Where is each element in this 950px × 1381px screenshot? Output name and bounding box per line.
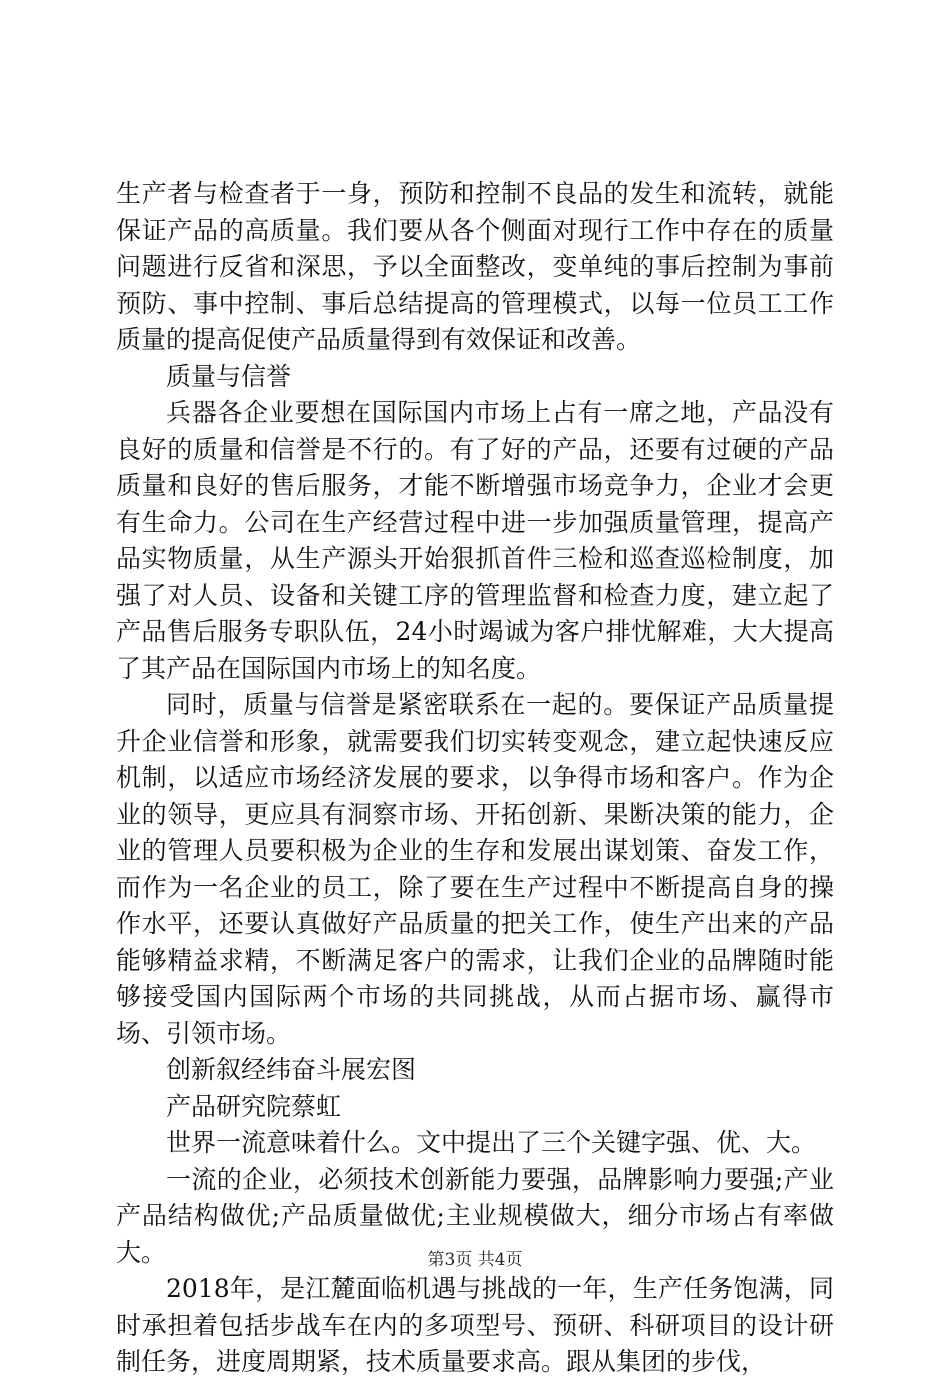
section-heading-innovation: 创新叙经纬奋斗展宏图	[166, 1055, 417, 1084]
paragraph: 2018年，是江麓面临机遇与挑战的一年，生产任务饱满，同时承担着包括步战车在内的多项型号、预研、科研项目的设计研制任务，进度周期紧，技术质量要求高。跟从集团的步伐，	[116, 1274, 834, 1376]
page-number-footer: 第3页 共4页	[427, 1250, 523, 1270]
section-heading-quality-reputation: 质量与信誉	[166, 361, 292, 391]
paragraph: 生产者与检查者于一身，预防和控制不良品的发生和流转，就能保证产品的高质量。我们要从各个侧面对现行工作中存在的质量问题进行反省和深思，予以全面整改，变单纯的事后控制为事前预防、事中控制、事后总结提高的管理模式，以每一位员工工作质量的提高促使产品质量得到有效保证和改善。	[116, 179, 834, 354]
paragraph: 一流的企业，必须技术创新能力要强，品牌影响力要强;产业产品结构做优;产品质量做优;主业规模做大，细分市场占有率做大。	[116, 1164, 834, 1267]
paragraph: 世界一流意味着什么。文中提出了三个关键字强、优、大。	[166, 1128, 817, 1157]
document-body	[116, 176, 834, 1381]
paragraph: 兵器各企业要想在国际国内市场上占有一席之地，产品没有良好的质量和信誉是不行的。有了好的产品，还要有过硬的产品质量和良好的售后服务，才能不断增强市场竞争力，企业才会更有生命力。公司在生产经营过程中进一步加强质量管理，提高产品实物质量，从生产源头开始狠抓首件三检和巡查巡检制度，加强了对人员、设备和关键工序的管理监督和检查力度，建立起了产品售后服务专职队伍，24小时竭诚为客户排忧解难，大大提高了其产品在国际国内市场上的知名度。	[116, 398, 834, 683]
author-line: 产品研究院蔡虹	[166, 1091, 342, 1121]
paragraph: 同时，质量与信誉是紧密联系在一起的。要保证产品质量提升企业信誉和形象，就需要我们切实转变观念，建立起快速反应机制，以适应市场经济发展的要求，以争得市场和客户。作为企业的领导，更应具有洞察市场、开拓创新、果断决策的能力，企业的管理人员要积极为企业的生存和发展出谋划策、奋发工作，而作为一名企业的员工，除了要在生产过程中不断提高自身的操作水平，还要认真做好产品质量的把关工作，使生产出来的产品能够精益求精，不断满足客户的需求，让我们企业的品牌随时能够接受国内国际两个市场的共同挑战，从而占据市场、赢得市场、引领市场。	[116, 690, 834, 1048]
